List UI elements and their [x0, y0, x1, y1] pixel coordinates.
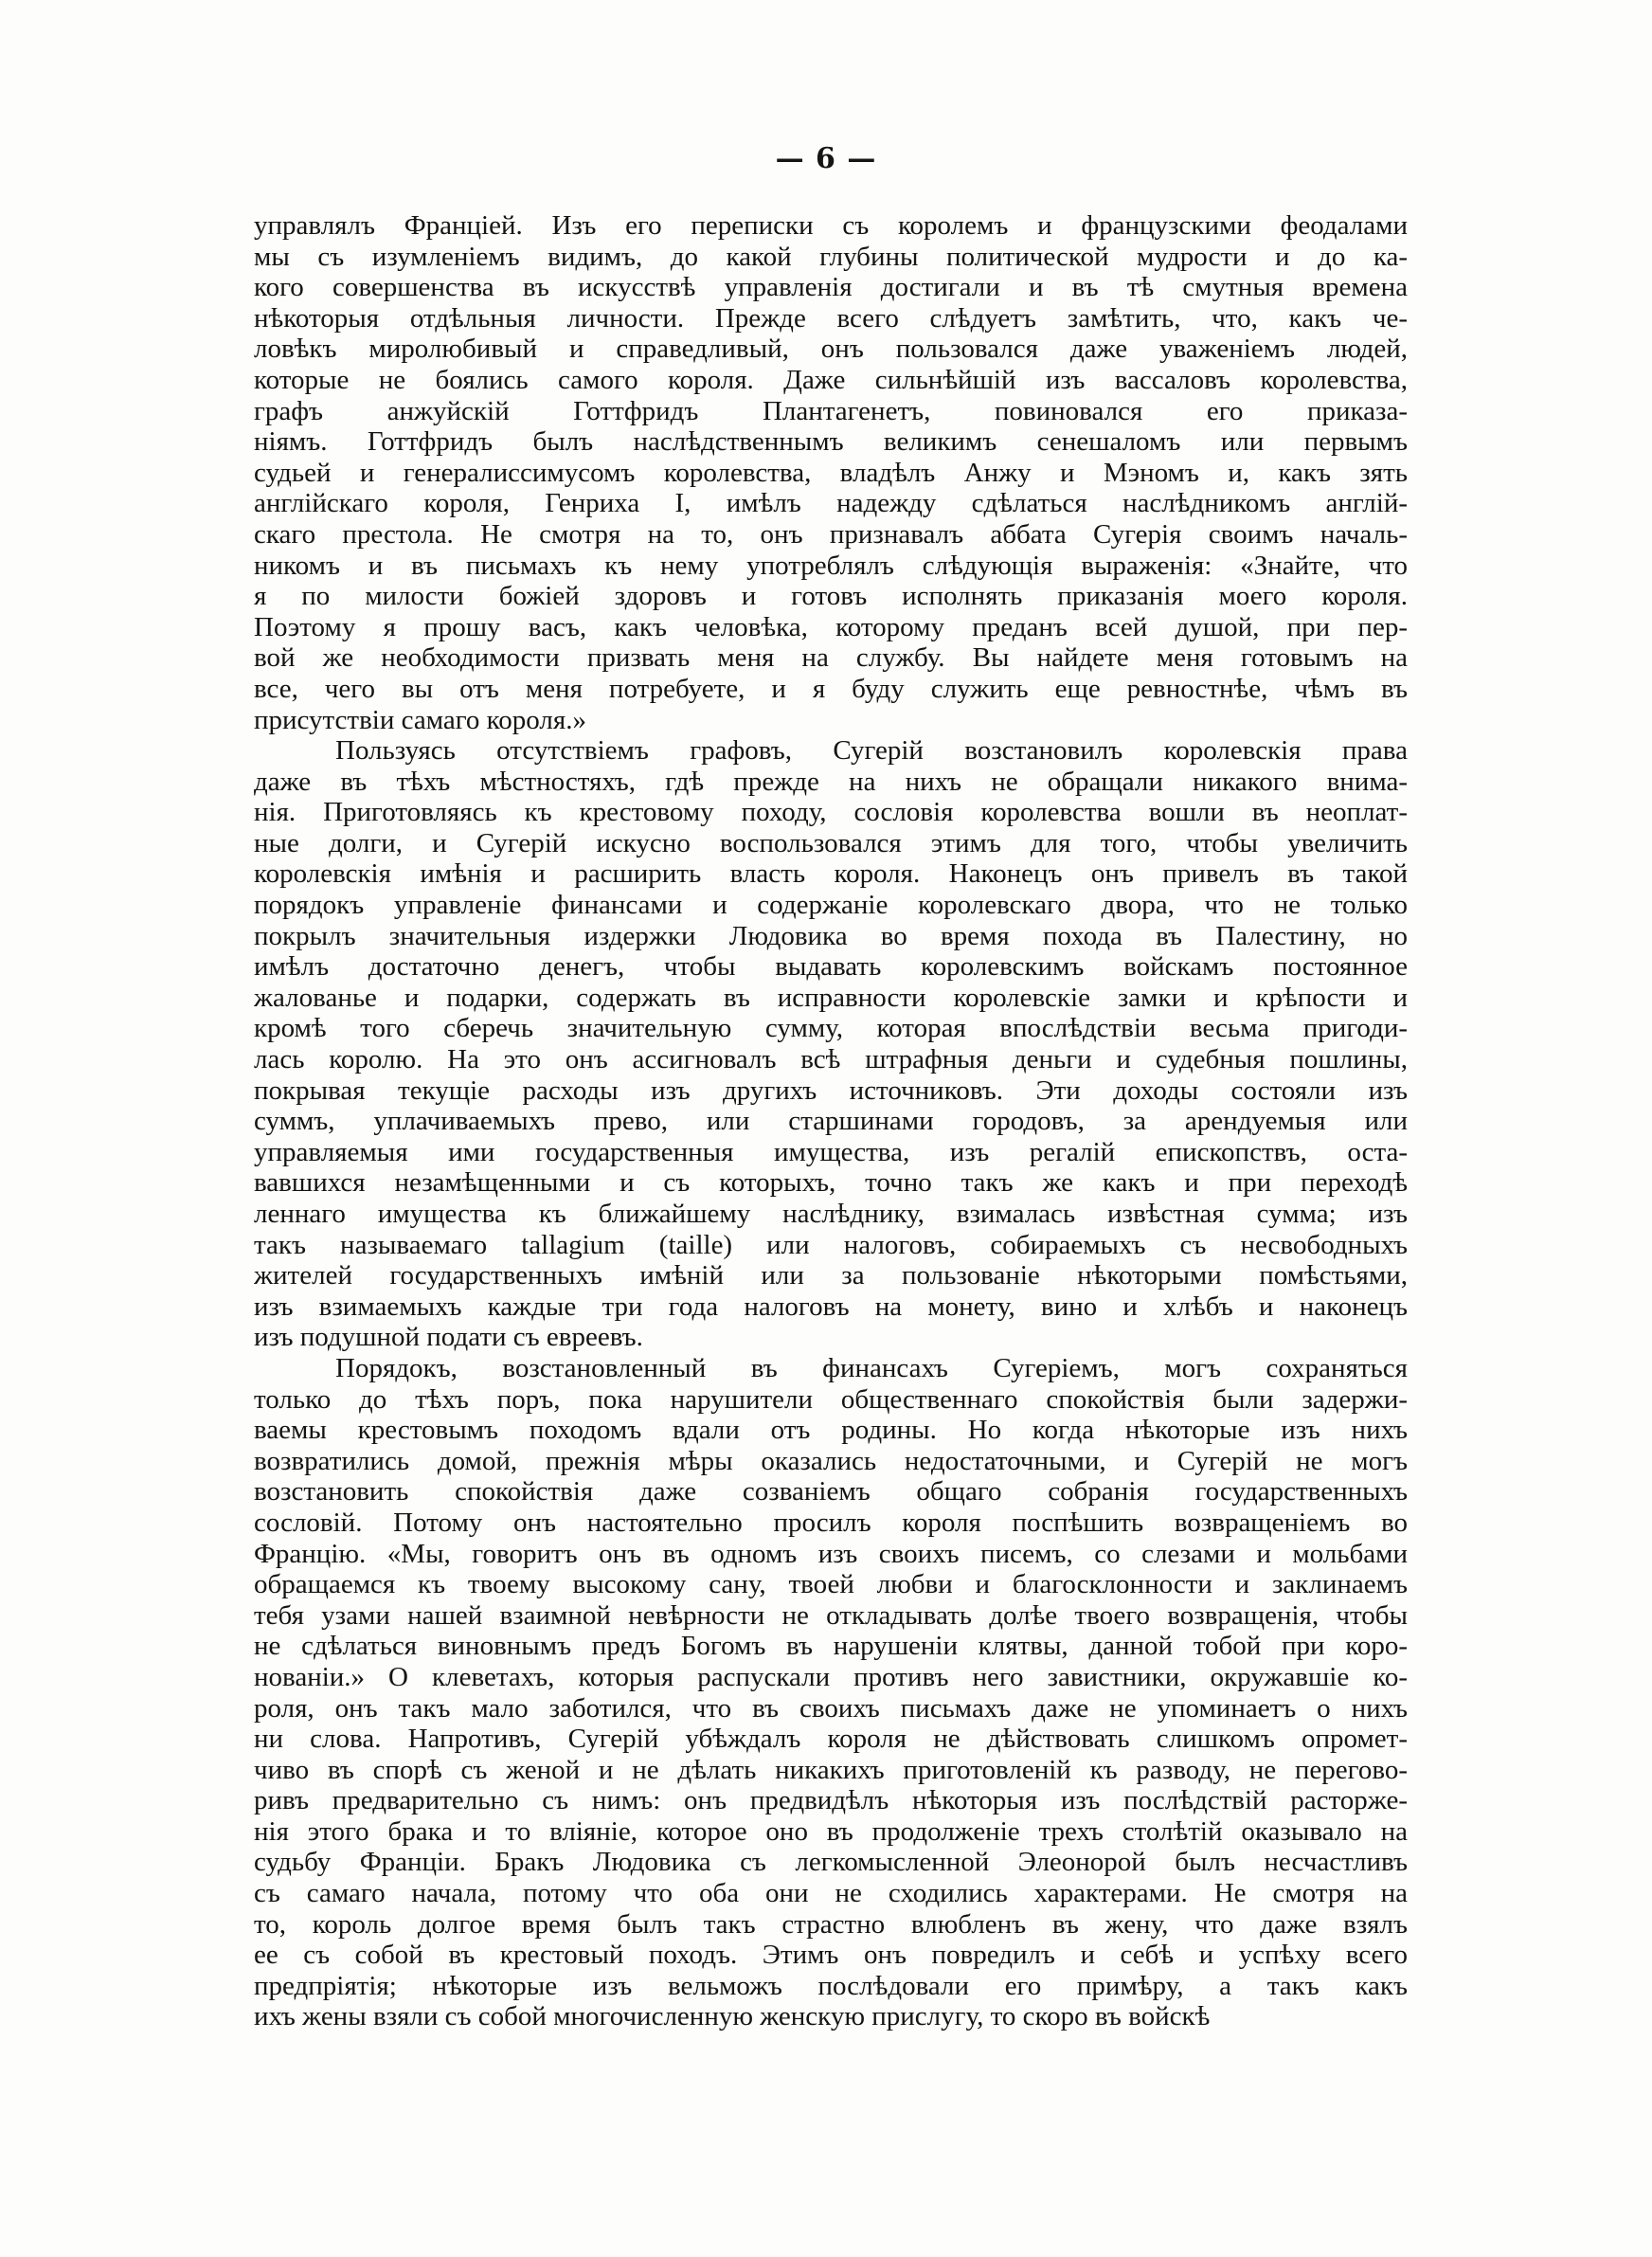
- text-line: ваемы крестовымъ походомъ вдали отъ родины. Но когда нѣкоторые изъ нихъ: [254, 1415, 1408, 1446]
- text-line: кого совершенства въ искусствѣ управленія достигали и въ тѣ смутныя времена: [254, 272, 1408, 303]
- text-line: лась королю. На это онъ ассигновалъ всѣ штрафныя деньги и судебныя пошлины,: [254, 1044, 1408, 1075]
- text-line: управлялъ Франціей. Изъ его переписки съ королемъ и французскими феодалами: [254, 210, 1408, 241]
- text-line: нія. Приготовляясь къ крестовому походу, сословія королевства вошли въ неоплат-: [254, 797, 1408, 828]
- text-line: суммъ, уплачиваемыхъ прево, или старшинами городовъ, за арендуемыя или: [254, 1106, 1408, 1137]
- text-line: съ самаго начала, потому что оба они не сходились характерами. Не смотря на: [254, 1878, 1408, 1909]
- text-line: леннаго имущества къ ближайшему наслѣднику, взималась извѣстная сумма; изъ: [254, 1199, 1408, 1229]
- text-line: имѣлъ достаточно денегъ, чтобы выдавать королевскимъ войскамъ постоянное: [254, 951, 1408, 983]
- text-line: которые не боялись самого короля. Даже сильнѣйшій изъ вассаловъ королевства,: [254, 364, 1408, 395]
- text-line: возвратились домой, прежнія мѣры оказались недостаточными, и Сугерій не могъ: [254, 1445, 1408, 1476]
- text-line: я по милости божіей здоровъ и готовъ исполнять приказанія моего короля.: [254, 581, 1408, 612]
- text-line: Францію. «Мы, говоритъ онъ въ одномъ изъ своихъ писемъ, со слезами и мольбами: [254, 1538, 1408, 1569]
- text-line: Пользуясь отсутствіемъ графовъ, Сугерій возстановилъ королевскія права: [335, 735, 1408, 767]
- text-line: скаго престола. Не смотря на то, онъ признавалъ аббата Сугерія своимъ началь-: [254, 518, 1408, 550]
- text-line: покрылъ значительныя издержки Людовика во время похода въ Палестину, но: [254, 920, 1408, 951]
- page-number: — 6 —: [775, 142, 877, 175]
- text-line: судьбу Франціи. Бракъ Людовика съ легкомысленной Элеонорой былъ несчастливъ: [254, 1847, 1408, 1878]
- text-line: жалованье и подарки, содержать въ исправности королевскіе замки и крѣпости и: [254, 982, 1408, 1013]
- text-line: изъ подушной подати съ евреевъ.: [254, 1322, 643, 1353]
- text-line: все, чего вы отъ меня потребуете, и я буду служить еще ревностнѣе, чѣмъ въ: [254, 673, 1408, 704]
- text-line: вавшихся незамѣщенными и съ которыхъ, точно такъ же какъ и при переходѣ: [254, 1167, 1408, 1199]
- text-line: ни слова. Напротивъ, Сугерій убѣждалъ короля не дѣйствовать слишкомъ опромет-: [254, 1724, 1408, 1755]
- text-line: управляемыя ими государственныя имущества, изъ регалій епископствъ, оста-: [254, 1136, 1408, 1167]
- text-line: роля, онъ такъ мало заботился, что въ своихъ письмахъ даже не упоминаетъ о нихъ: [254, 1692, 1408, 1724]
- text-line: мы съ изумленіемъ видимъ, до какой глубины политической мудрости и до ка-: [254, 241, 1408, 272]
- text-line: никомъ и въ письмахъ къ нему употреблялъ слѣдующія выраженія: «Знайте, что: [254, 550, 1408, 581]
- text-line: тебя узами нашей взаимной невѣрности не откладывать долѣе твоего возвращенія, чтобы: [254, 1599, 1408, 1631]
- text-line: королевскія имѣнія и расширить власть короля. Наконецъ онъ привелъ въ такой: [254, 858, 1408, 890]
- text-line: кромѣ того сберечь значительную сумму, которая впослѣдствіи весьма пригоди-: [254, 1013, 1408, 1044]
- text-line: то, король долгое время былъ такъ страстно влюбленъ въ жену, что даже взялъ: [254, 1908, 1408, 1940]
- text-line: не сдѣлаться виновнымъ предъ Богомъ въ нарушеніи клятвы, данной тобой при коро-: [254, 1631, 1408, 1662]
- text-line: сословій. Потому онъ настоятельно просилъ короля поспѣшить возвращеніемъ во: [254, 1507, 1408, 1538]
- text-line: такъ называемаго tallagium (taille) или налоговъ, собираемыхъ съ несвободныхъ: [254, 1229, 1408, 1260]
- text-line: порядокъ управленіе финансами и содержаніе королевскаго двора, что не только: [254, 890, 1408, 921]
- text-line: ривъ предварительно съ нимъ: онъ предвидѣлъ нѣкоторыя изъ послѣдствій расторже-: [254, 1785, 1408, 1816]
- text-line: ловѣкъ миролюбивый и справедливый, онъ пользовался даже уваженіемъ людей,: [254, 334, 1408, 365]
- text-line: нованіи.» О клеветахъ, которыя распускали противъ него завистники, окружавшіе ко-: [254, 1661, 1408, 1692]
- body-text: [254, 210, 1408, 2032]
- text-line: жителей государственныхъ имѣній или за пользованіе нѣкоторыми помѣстьями,: [254, 1260, 1408, 1291]
- text-line: ные долги, и Сугерій искусно воспользовался этимъ для того, чтобы увеличить: [254, 827, 1408, 858]
- text-line: графъ анжуйскій Готтфридъ Плантагенетъ, повиновался его приказа-: [254, 395, 1408, 426]
- text-line: даже въ тѣхъ мѣстностяхъ, гдѣ прежде на нихъ не обращали никакого внима-: [254, 766, 1408, 797]
- paragraph-2: [254, 735, 1408, 1353]
- text-line: ихъ жены взяли съ собой многочисленную женскую прислугу, то скоро въ войскѣ: [254, 2001, 1211, 2032]
- text-line: Порядокъ, возстановленный въ финансахъ Сугеріемъ, могъ сохраняться: [335, 1352, 1408, 1383]
- paragraph-1: [254, 210, 1408, 735]
- text-line: нія этого брака и то вліяніе, которое оно въ продолженіе трехъ столѣтій оказывало на: [254, 1815, 1408, 1847]
- text-line: англійскаго короля, Генриха I, имѣлъ надежду сдѣлаться наслѣдникомъ англій-: [254, 488, 1408, 519]
- text-line: ніямъ. Готтфридъ былъ наслѣдственнымъ великимъ сенешаломъ или первымъ: [254, 426, 1408, 458]
- text-line: судьей и генералиссимусомъ королевства, владѣлъ Анжу и Мэномъ и, какъ зять: [254, 457, 1408, 488]
- text-line: возстановить спокойствія даже созваніемъ общаго собранія государственныхъ: [254, 1476, 1408, 1508]
- text-line: нѣкоторыя отдѣльныя личности. Прежде всего слѣдуетъ замѣтить, что, какъ че-: [254, 302, 1408, 334]
- text-line: покрывая текущіе расходы изъ другихъ источниковъ. Эти доходы состояли изъ: [254, 1074, 1408, 1106]
- text-line: чиво въ спорѣ съ женой и не дѣлать никакихъ приготовленій къ разводу, не перегово-: [254, 1754, 1408, 1785]
- text-line: изъ взимаемыхъ каждые три года налоговъ на монету, вино и хлѣбъ и наконецъ: [254, 1291, 1408, 1322]
- text-line: предпріятія; нѣкоторые изъ вельможъ послѣдовали его примѣру, а такъ какъ: [254, 1970, 1408, 2001]
- paragraph-3: [254, 1353, 1408, 2032]
- text-line: вой же необходимости призвать меня на службу. Вы найдете меня готовымъ на: [254, 642, 1408, 674]
- text-line: Поэтому я прошу васъ, какъ человѣка, которому преданъ всей душой, при пер-: [254, 611, 1408, 642]
- text-line: ее съ собой въ крестовый походъ. Этимъ онъ повредилъ и себѣ и успѣху всего: [254, 1940, 1408, 1971]
- text-line: присутствіи самаго короля.»: [254, 704, 586, 735]
- text-line: только до тѣхъ поръ, пока нарушители общественнаго спокойствія были задержи-: [254, 1383, 1408, 1415]
- text-line: обращаемся къ твоему высокому сану, твоей любви и благосклонности и заклинаемъ: [254, 1569, 1408, 1600]
